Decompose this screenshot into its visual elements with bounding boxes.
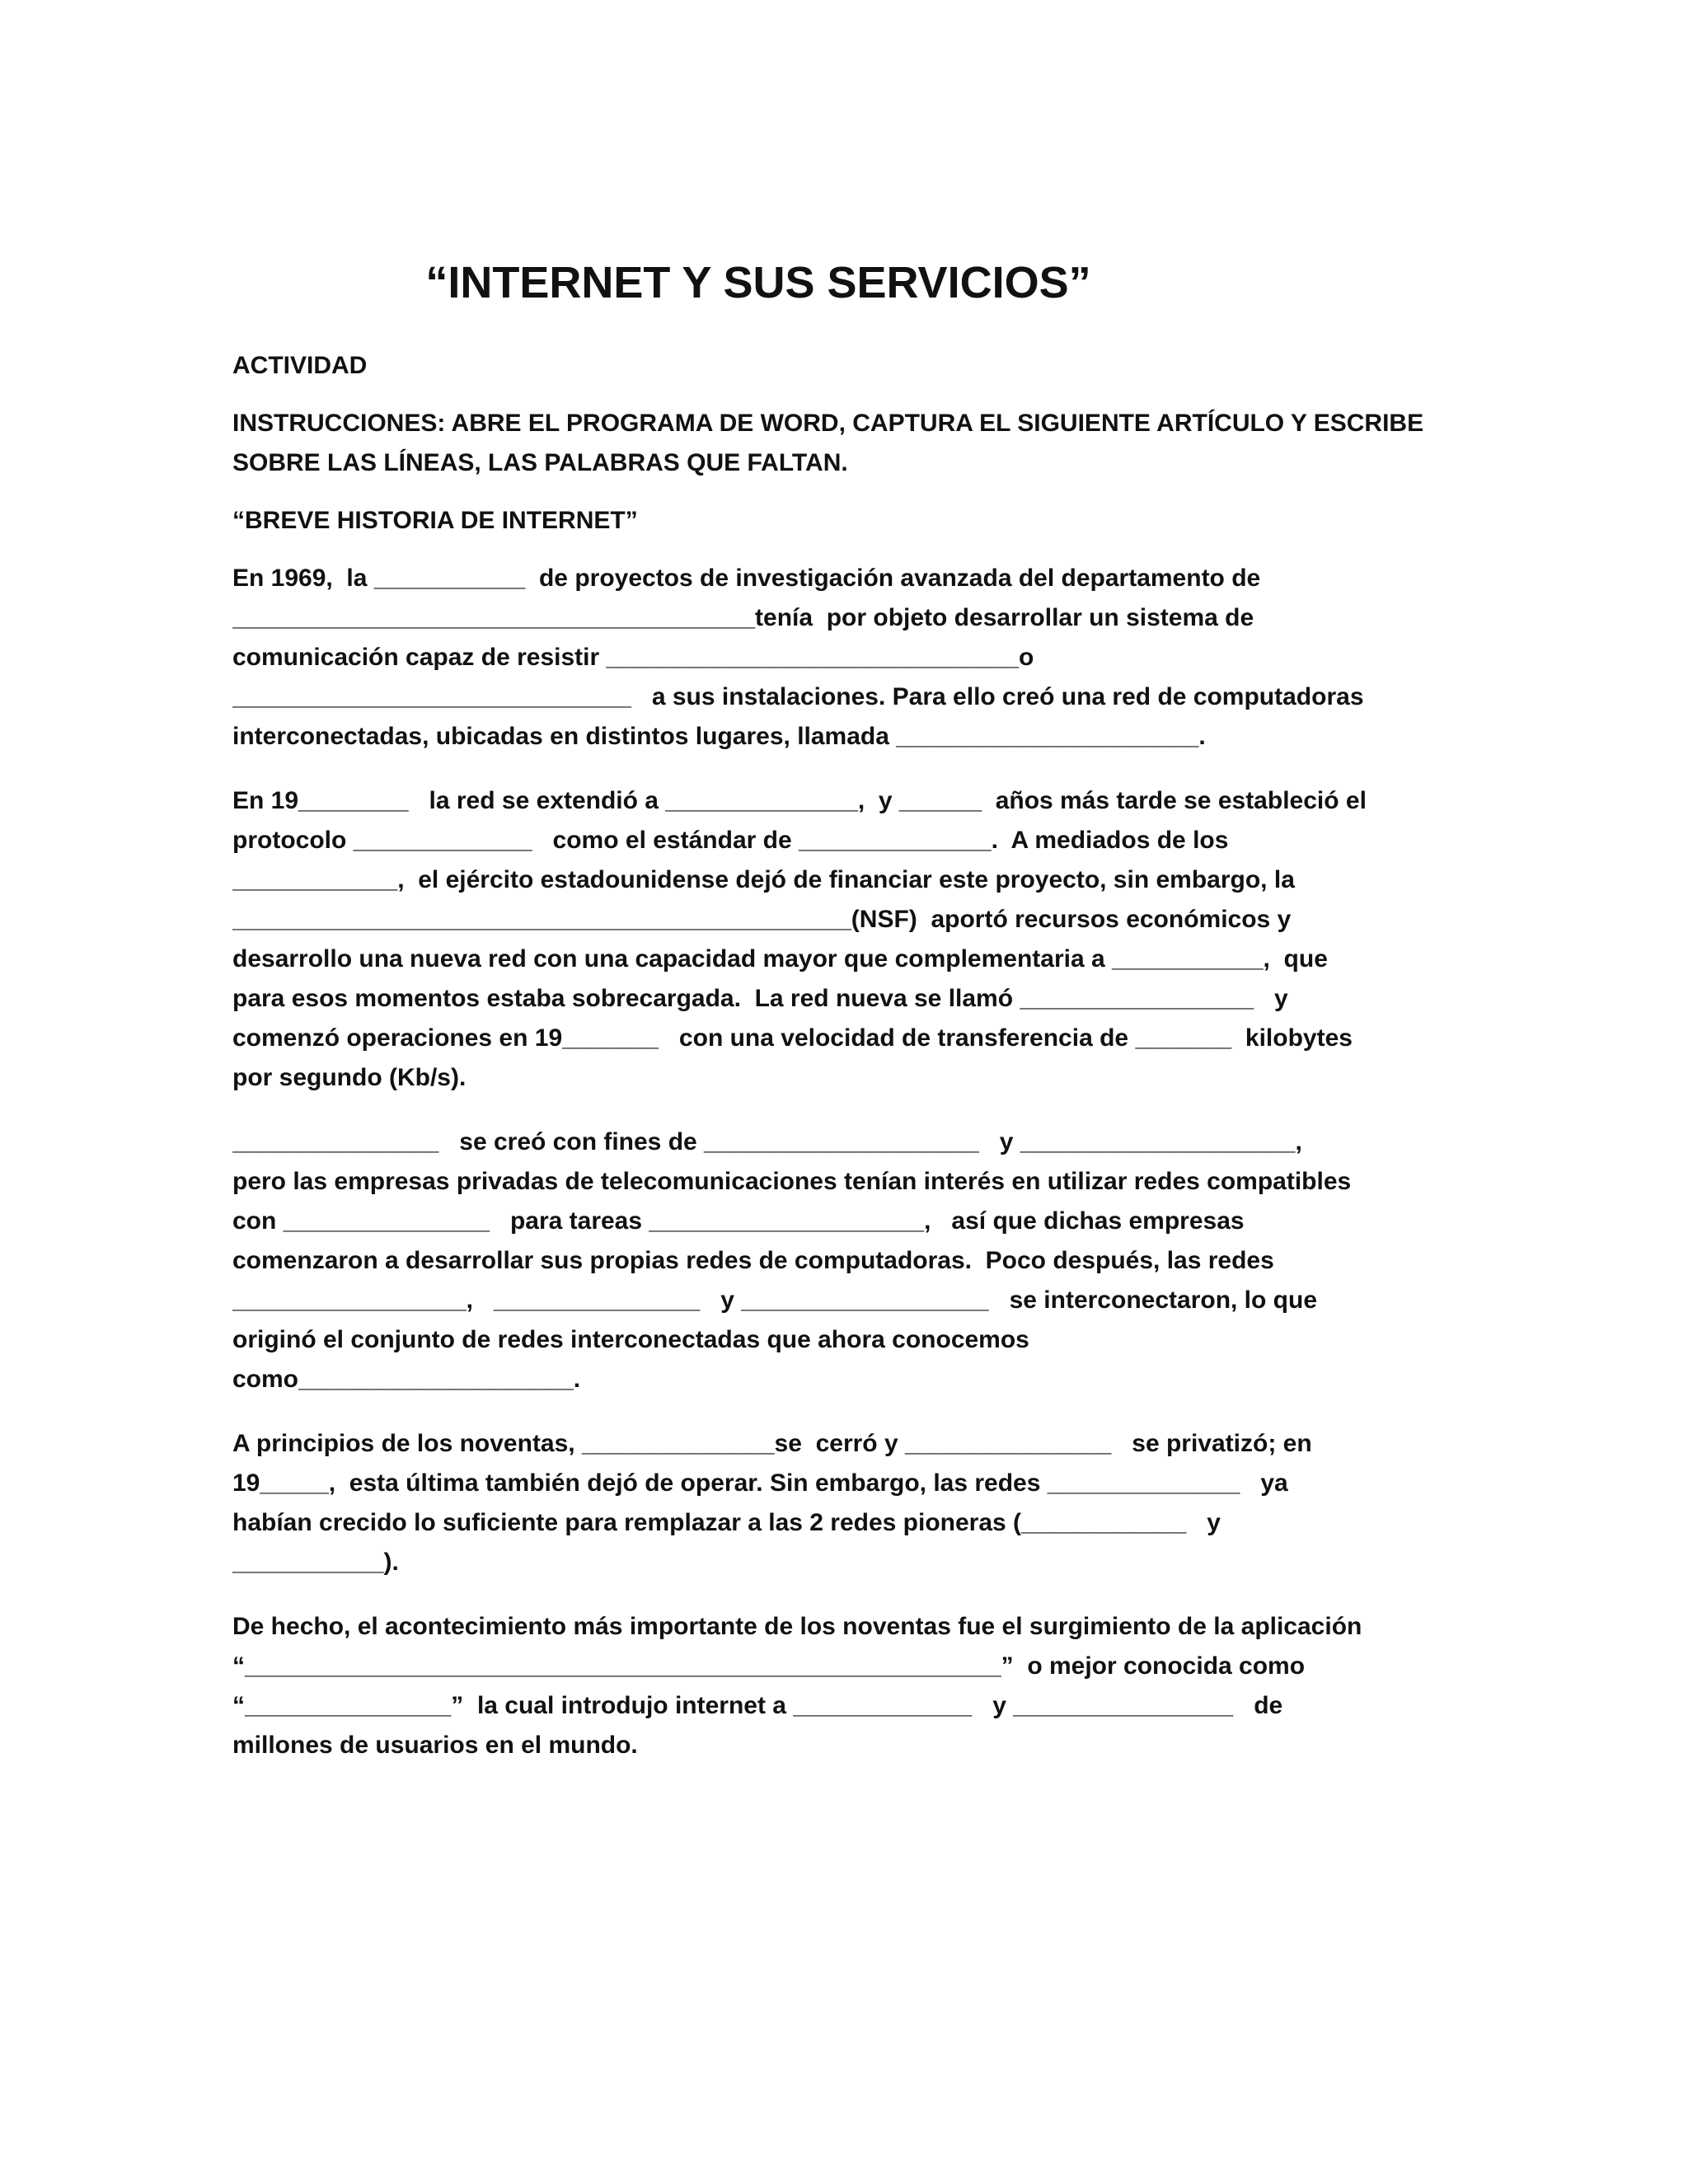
- spacer: [232, 386, 1444, 404]
- paragraph-line: “_______________” la cual introdujo internet a _____________ y ________________ de: [232, 1692, 1283, 1719]
- paragraph-line: protocolo _____________ como el estándar de ______________. A mediados de los: [232, 827, 1229, 854]
- paragraph-line: _____________________________________________(NSF) aportó recursos económicos y: [232, 906, 1292, 933]
- paragraph-line: originó el conjunto de redes interconectadas que ahora conocemos: [232, 1326, 1029, 1353]
- paragraph-line: “_______________________________________________________” o mejor conocida como: [232, 1652, 1306, 1680]
- paragraph-line: para esos momentos estaba sobrecargada. La red nueva se llamó _________________ y: [232, 985, 1288, 1012]
- instructions-line: INSTRUCCIONES: ABRE EL PROGRAMA DE WORD, CAPTURA EL SIGUIENTE ARTÍCULO Y ESCRIBE: [232, 410, 1424, 437]
- paragraph-line: A principios de los noventas, ______________se cerró y _______________ se privatizó; en: [232, 1430, 1312, 1457]
- activity-label: ACTIVIDAD: [232, 352, 368, 379]
- spacer: [232, 541, 1444, 559]
- paragraph-1: [232, 559, 1444, 757]
- paragraph-line: comunicación capaz de resistir ______________________________o: [232, 644, 1034, 671]
- paragraph-line: ______________________________________tenía por objeto desarrollar un sistema de: [232, 604, 1254, 631]
- paragraph-5: [232, 1607, 1444, 1765]
- article-title: “BREVE HISTORIA DE INTERNET”: [232, 507, 638, 534]
- paragraph-line: De hecho, el acontecimiento más importante de los noventas fue el surgimiento de la aplicación: [232, 1613, 1362, 1640]
- paragraph-2: [232, 781, 1444, 1098]
- paragraph-line: _______________ se creó con fines de ____________________ y ____________________,: [232, 1128, 1302, 1155]
- paragraph-line: 19_____, esta última también dejó de operar. Sin embargo, las redes ______________ ya: [232, 1469, 1288, 1497]
- document-title: “INTERNET Y SUS SERVICIOS”: [425, 258, 1091, 307]
- spacer: [232, 483, 1444, 501]
- paragraph-line: _____________________________ a sus instalaciones. Para ello creó una red de computadoras: [232, 683, 1364, 710]
- paragraph-line: por segundo (Kb/s).: [232, 1064, 467, 1091]
- paragraph-line: comenzó operaciones en 19_______ con una velocidad de transferencia de _______ kilobytes: [232, 1024, 1353, 1052]
- paragraph-line: interconectadas, ubicadas en distintos lugares, llamada ______________________.: [232, 723, 1206, 750]
- paragraph-line: En 19________ la red se extendió a ______________, y ______ años más tarde se estableció el: [232, 787, 1367, 814]
- paragraph-line: como____________________.: [232, 1366, 581, 1393]
- paragraph-line: ___________).: [232, 1549, 399, 1576]
- paragraph-4: [232, 1424, 1444, 1582]
- paragraph-line: En 1969, la ___________ de proyectos de investigación avanzada del departamento de: [232, 565, 1261, 592]
- spacer: [232, 1098, 1444, 1122]
- document-body: [232, 346, 1444, 1765]
- paragraph-line: _________________, _______________ y __________________ se interconectaron, lo que: [232, 1286, 1318, 1314]
- paragraph-line: con _______________ para tareas ____________________, así que dichas empresas: [232, 1207, 1245, 1235]
- spacer: [232, 1582, 1444, 1607]
- paragraph-line: millones de usuarios en el mundo.: [232, 1732, 638, 1759]
- spacer: [232, 1399, 1444, 1424]
- instructions-line: SOBRE LAS LÍNEAS, LAS PALABRAS QUE FALTAN.: [232, 449, 848, 476]
- paragraph-line: pero las empresas privadas de telecomunicaciones tenían interés en utilizar redes compatibles: [232, 1168, 1352, 1195]
- paragraph-line: desarrollo una nueva red con una capacidad mayor que complementaria a ___________, que: [232, 945, 1328, 972]
- paragraph-3: [232, 1122, 1444, 1399]
- spacer: [232, 757, 1444, 781]
- paragraph-line: ____________, el ejército estadounidense dejó de financiar este proyecto, sin embargo, la: [232, 866, 1295, 893]
- paragraph-line: comenzaron a desarrollar sus propias redes de computadoras. Poco después, las redes: [232, 1247, 1274, 1274]
- paragraph-line: habían crecido lo suficiente para remplazar a las 2 redes pioneras (____________ y: [232, 1509, 1221, 1536]
